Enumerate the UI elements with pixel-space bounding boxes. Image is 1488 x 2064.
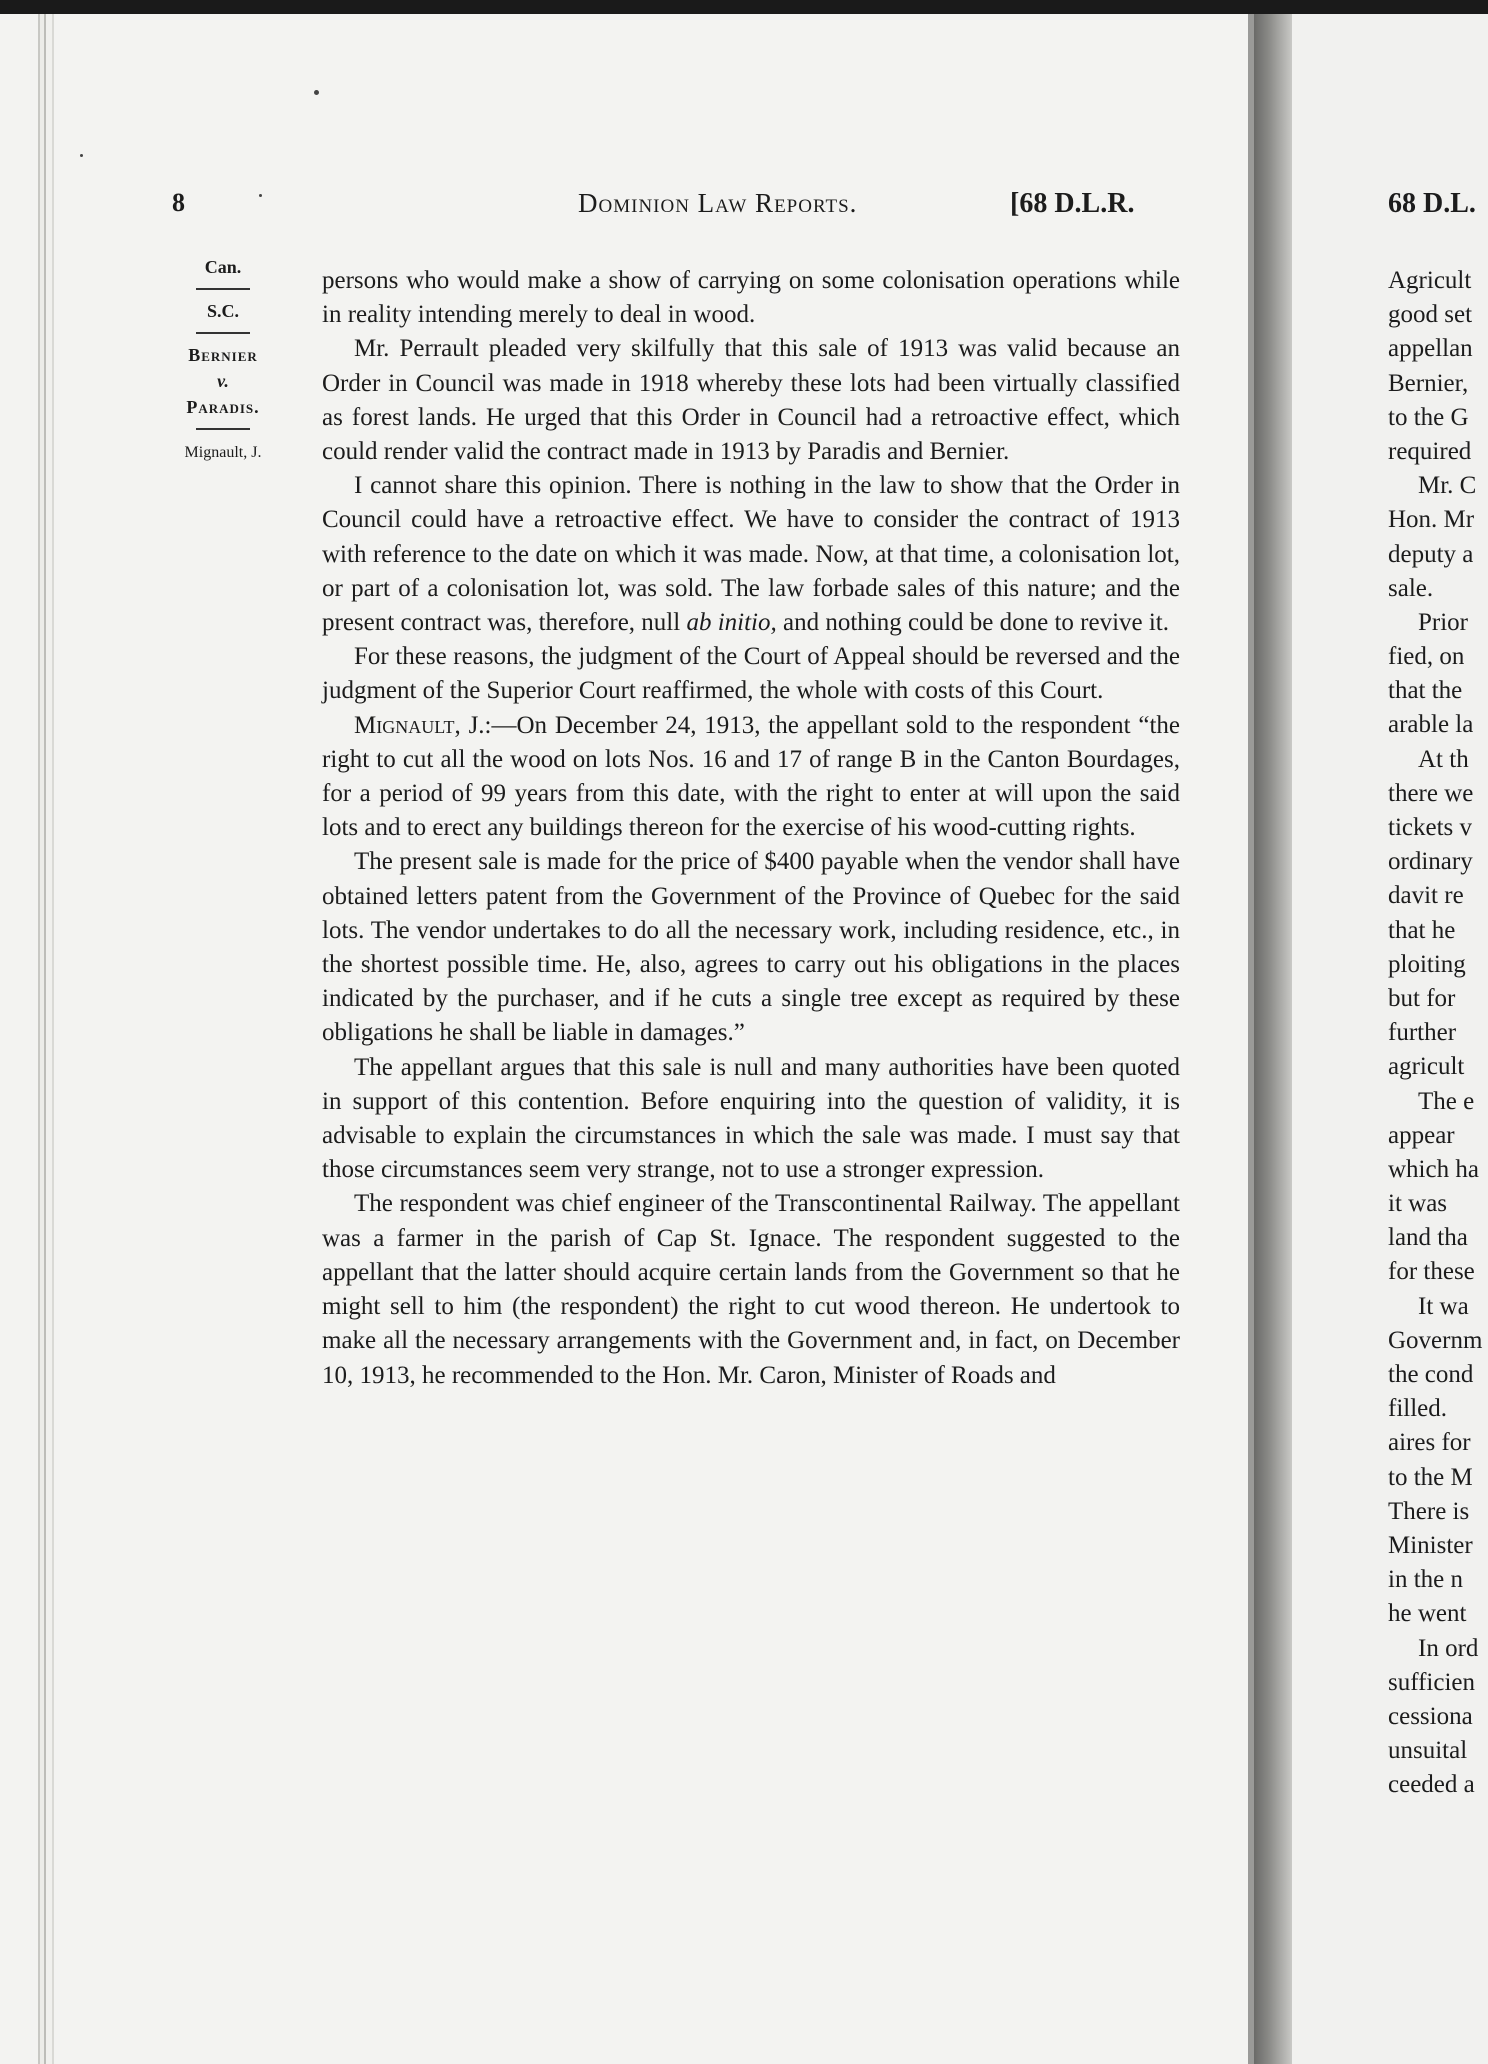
page-binding-edge <box>38 14 64 2064</box>
right-page-line: There is <box>1388 1497 1470 1525</box>
speck-mark <box>80 154 83 157</box>
scan-top-edge <box>0 0 1488 14</box>
right-page-line: further <box>1388 1019 1457 1047</box>
right-page-line: in the n <box>1388 1566 1463 1594</box>
right-page-line: the cond <box>1388 1361 1474 1388</box>
right-page-line: tickets v <box>1388 814 1473 841</box>
right-page-line: Governm <box>1388 1326 1483 1354</box>
right-page-line: appear <box>1388 1121 1455 1149</box>
right-page-line: At th <box>1418 745 1469 773</box>
party-appellant: Bernier <box>188 345 258 365</box>
margin-rule <box>196 332 250 334</box>
page-number: 8 <box>172 188 185 217</box>
right-page-line: cessiona <box>1388 1702 1473 1730</box>
right-page-line: Minister <box>1388 1531 1473 1559</box>
right-page-line: deputy a <box>1388 540 1474 568</box>
right-page-line: agricult <box>1388 1053 1465 1081</box>
right-page-line: Mr. C <box>1418 472 1477 500</box>
right-page-line: it was <box>1388 1190 1448 1218</box>
paragraph-text: and nothing could be done to revive it. <box>782 609 1170 637</box>
right-page-line: that he <box>1388 916 1456 944</box>
right-page-line: he went <box>1388 1600 1467 1628</box>
paragraph <box>322 469 1180 640</box>
right-page-line: to the G <box>1388 403 1469 431</box>
right-page-header: 68 D.L. <box>1388 188 1476 219</box>
judge-label: Mignault, J. <box>184 444 262 461</box>
right-page-line: fied, on <box>1388 643 1465 671</box>
versus-label: v. <box>217 371 229 391</box>
paragraph: persons who would make a show of carrying on some colonisation operations while in reality intending merely to deal in wood. <box>322 267 1180 329</box>
running-head: Dominion Law Reports. <box>578 188 858 218</box>
right-page-line: required <box>1388 437 1472 465</box>
right-page-line: there we <box>1388 779 1474 807</box>
paragraph: For these reasons, the judgment of the Court of Appeal should be reversed and the judgment of the Superior Court reaffirmed, the whole with costs of this Court. <box>322 643 1180 705</box>
speck-mark <box>314 90 319 95</box>
right-page-line: sale. <box>1388 574 1434 602</box>
right-page-line: for these <box>1388 1258 1475 1286</box>
paragraph: The present sale is made for the price of $400 payable when the vendor shall have obtained letters patent from the Government of the Province of Quebec for the said lots. The vendor undertakes to do all the necessary work, including residence, etc., in the shortest possible time. He, also, agrees to carry out his obligations in the places indicated by the purchaser, and if he cuts a single tree except as required by these obligations he shall be liable in damages.” <box>322 848 1180 1047</box>
paragraph-text: J.:—On December 24, 1913, the appellant sold to the respondent “the right to cut all the wood on lots Nos. 16 and 17 of range B in the Canton Bourdages, for a period of 99 years from this date, with the right to enter at will upon the said lots and to erect any buildings thereon for the exercise of his wood-cutting rights. <box>322 711 1180 842</box>
judge-name: Mignault, <box>354 711 461 739</box>
right-page-line: In ord <box>1418 1634 1479 1662</box>
court-label: Can. <box>204 257 242 277</box>
right-page-line: aires for <box>1388 1429 1471 1457</box>
book-gutter <box>1254 14 1292 2064</box>
judgment-body <box>322 264 1180 1393</box>
paragraph: The appellant argues that this sale is null and many authorities have been quoted in support of this contention. Before enquiring into the question of validity, it is advisable to explain the circumstances in which the sale was made. I must say that those circumstances seem very strange, not to use a stronger expression. <box>322 1053 1180 1184</box>
margin-note <box>148 254 298 466</box>
right-page-line: It wa <box>1418 1292 1469 1320</box>
right-page-line: ceeded a <box>1388 1771 1475 1799</box>
right-page-line: Prior <box>1418 608 1468 636</box>
right-page-line: appellan <box>1388 335 1473 363</box>
speck-mark <box>259 194 262 197</box>
right-page-line: arable la <box>1388 711 1474 739</box>
paragraph-text: I cannot share this opinion. There is nothing in the law to show that the Order in Council could have a retroactive effect. We have to consider the contract of 1913 with reference to the date on which it was made. Now, at that time, a colonisation lot, or part of a colonisation lot, was sold. The law forbade sales of this nature; and the present contract was, therefore, null <box>322 472 1180 637</box>
right-page-line: ploiting <box>1388 950 1466 978</box>
margin-rule <box>196 288 250 290</box>
paragraph: Mr. Perrault pleaded very skilfully that this sale of 1913 was valid because an Order in Council was made in 1918 whereby these lots had been virtually classified as forest lands. He urged that this Order in Council had a retroactive effect, which could render valid the contract made in 1913 by Paradis and Bernier. <box>322 335 1180 466</box>
right-page-line: which ha <box>1388 1155 1479 1183</box>
paragraph: The respondent was chief engineer of the Transcontinental Railway. The appellant was a farmer in the parish of Cap St. Ignace. The respondent suggested to the appellant that the latter should acquire certain lands from the Government so that he might sell to him (the respondent) the right to cut wood thereon. He undertook to make all the necessary arrangements with the Government and, in fact, on December 10, 1913, he recommended to the Hon. Mr. Caron, Minister of Roads and <box>322 1190 1180 1389</box>
right-page-line: Hon. Mr <box>1388 506 1475 534</box>
right-page-line: good set <box>1388 301 1473 329</box>
right-page-line: sufficien <box>1388 1668 1476 1696</box>
right-page-line: ordinary <box>1388 848 1473 876</box>
right-page-line: that the <box>1388 677 1463 705</box>
right-page <box>1292 14 1488 2064</box>
paragraph <box>322 709 1180 846</box>
party-respondent: Paradis. <box>186 397 260 417</box>
right-page-line: to the M <box>1388 1463 1473 1491</box>
right-page-line: unsuital <box>1388 1737 1468 1765</box>
citation: [68 D.L.R. <box>1010 188 1135 219</box>
right-page-line: davit re <box>1388 882 1464 910</box>
right-page-line: land tha <box>1388 1224 1468 1252</box>
italic-term: ab initio, <box>686 609 777 637</box>
right-page-line: but for <box>1388 984 1456 1012</box>
right-page-line: filled. <box>1388 1395 1448 1423</box>
right-page-line: The e <box>1418 1087 1475 1115</box>
right-page-line: Bernier, <box>1388 369 1469 397</box>
right-page-text <box>1388 264 1488 1802</box>
right-page-line: Agricult <box>1388 267 1472 294</box>
margin-rule <box>196 428 250 430</box>
court-abbrev: S.C. <box>206 301 239 321</box>
